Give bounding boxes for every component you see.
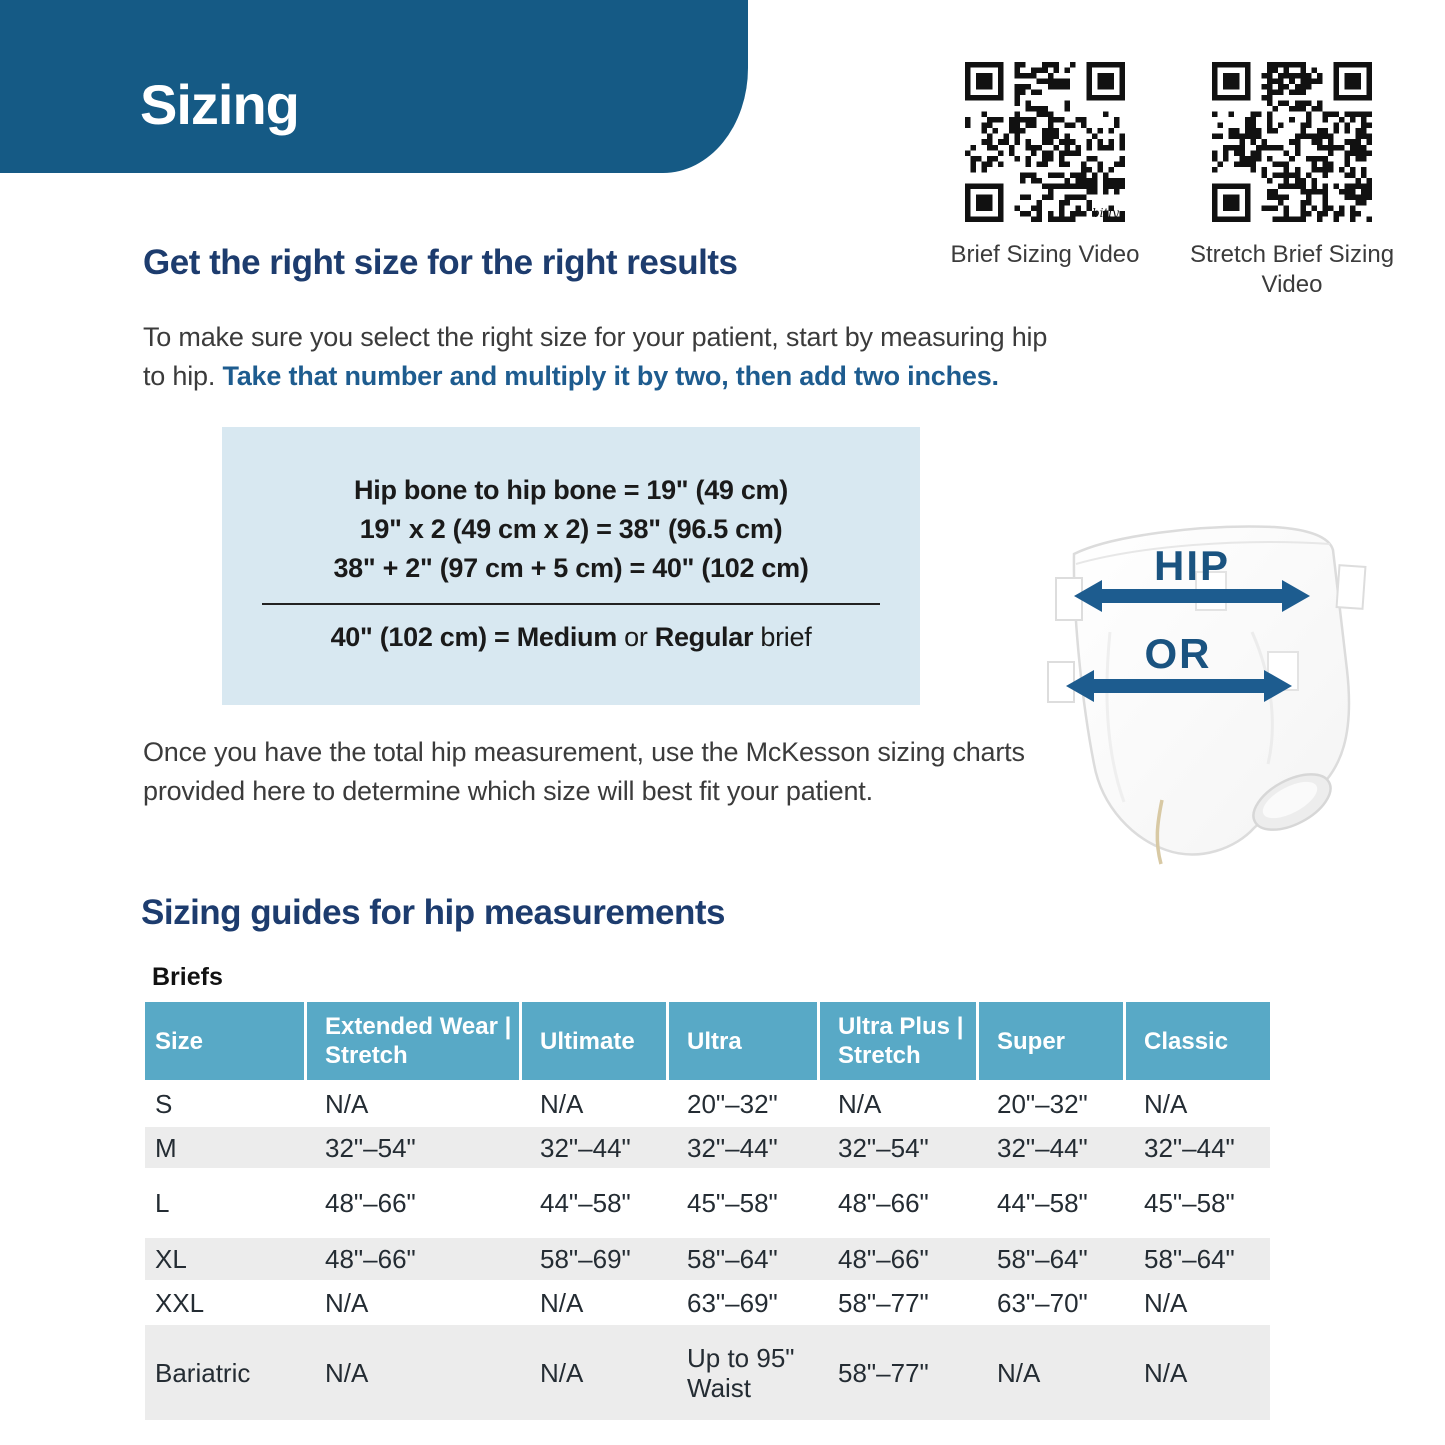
intro-text-regular: To make sure you select the right size for your patient, start by measuring hip to hip. <box>143 322 1048 391</box>
cell-value: 20"–32" <box>687 1088 778 1119</box>
cell-value: 44"–58" <box>540 1188 631 1218</box>
cell-value: 58"–64" <box>1144 1244 1235 1274</box>
cell-value: 32"–44" <box>1144 1132 1235 1163</box>
calc-line-2: 19" x 2 (49 cm x 2) = 38" (96.5 cm) <box>359 514 783 544</box>
title-banner <box>0 0 748 173</box>
result-suffix: brief <box>753 622 812 652</box>
result-or: or <box>616 622 655 652</box>
table-row-s <box>145 1080 1270 1127</box>
cell-value: 20"–32" <box>997 1088 1088 1119</box>
page-title: Sizing <box>140 73 299 136</box>
brief-measurement-diagram <box>1040 512 1440 877</box>
cell-value: 32"–44" <box>687 1132 778 1163</box>
cell-value: 58"–64" <box>687 1244 778 1274</box>
section-heading: Get the right size for the right results <box>143 243 738 282</box>
cell-value: 48"–66" <box>838 1244 929 1274</box>
cell-value: N/A <box>1144 1357 1188 1388</box>
table-row-l <box>145 1168 1270 1238</box>
cell-value: N/A <box>838 1088 882 1119</box>
cell-value: N/A <box>1144 1088 1188 1119</box>
column-header-ultimate: Ultimate <box>522 1002 669 1080</box>
column-header-classic: Classic <box>1144 1027 1229 1055</box>
cell-value: 48"–66" <box>325 1244 416 1274</box>
cell-size: M <box>155 1132 177 1163</box>
tape-tab <box>1056 578 1082 620</box>
divider-line <box>262 603 880 605</box>
calc-line-3: 38" + 2" (97 cm + 5 cm) = 40" (102 cm) <box>333 553 809 583</box>
cell-value: Up to 95" Waist <box>687 1342 795 1403</box>
intro-text-bold: Take that number and multiply it by two, then add two inches. <box>222 361 999 391</box>
qr2-caption: Stretch Brief Sizing Video <box>1189 241 1395 298</box>
cell-value: N/A <box>325 1287 369 1318</box>
briefs-sizing-table <box>145 1002 1270 1420</box>
cell-value: N/A <box>540 1357 584 1388</box>
column-header-ultra: Ultra <box>669 1002 820 1080</box>
calc-line-1: Hip bone to hip bone = 19" (49 cm) <box>354 475 788 505</box>
table-row-m <box>145 1127 1270 1168</box>
calc-result-line <box>222 622 920 653</box>
table-row-xxl <box>145 1280 1270 1325</box>
qr1-caption: Brief Sizing Video <box>950 241 1140 268</box>
table-row-bariatric <box>145 1325 1270 1420</box>
bitly-logo: bitly <box>1092 206 1119 220</box>
intro-paragraph <box>143 318 1048 396</box>
cell-value: 58"–64" <box>997 1244 1088 1274</box>
cell-value: 45"–58" <box>1144 1188 1235 1218</box>
column-header-super: Super <box>979 1002 1126 1080</box>
stretch-brief-sizing-qr-code <box>1212 62 1372 222</box>
cell-value: 32"–44" <box>997 1132 1088 1163</box>
measurement-example-box <box>222 427 920 705</box>
table-row-xl <box>145 1238 1270 1280</box>
cell-size: S <box>155 1088 173 1119</box>
cell-size: XL <box>155 1244 187 1274</box>
result-size-1: Medium <box>516 622 617 652</box>
cell-value: 44"–58" <box>997 1188 1088 1218</box>
column-header-size: Size <box>145 1002 307 1080</box>
cell-size: Bariatric <box>155 1357 251 1388</box>
cell-value: N/A <box>997 1357 1041 1388</box>
cell-value: 32"–54" <box>325 1132 416 1163</box>
table-subheading: Briefs <box>152 963 223 991</box>
result-prefix: 40" (102 cm) = <box>330 622 517 652</box>
cell-value: N/A <box>325 1088 369 1119</box>
table-header-row <box>145 1002 1270 1080</box>
cell-value: N/A <box>325 1357 369 1388</box>
cell-value: 48"–66" <box>325 1188 416 1218</box>
table-section-heading: Sizing guides for hip measurements <box>141 893 725 932</box>
result-size-2: Regular <box>654 622 754 652</box>
or-label: OR <box>1144 630 1212 677</box>
column-header-extended-wear-stretch: Extended Wear | Stretch <box>307 1002 522 1080</box>
cell-value: 48"–66" <box>838 1188 929 1218</box>
cell-value: 45"–58" <box>687 1188 778 1218</box>
cell-value: N/A <box>540 1287 584 1318</box>
cell-value: 63"–70" <box>997 1287 1088 1318</box>
tape-tab <box>1337 565 1366 609</box>
cell-value: N/A <box>540 1088 584 1119</box>
cell-size: L <box>155 1188 170 1218</box>
cell-value: 58"–77" <box>838 1287 929 1318</box>
cell-value: 32"–44" <box>540 1132 631 1163</box>
cell-value: 58"–69" <box>540 1244 631 1274</box>
cell-value: 58"–77" <box>838 1357 929 1388</box>
outro-paragraph: Once you have the total hip measurement, use the McKesson sizing charts provided here to determine which size will best fit your patient. <box>143 737 1025 806</box>
table-body <box>145 1080 1270 1420</box>
tape-tab <box>1048 662 1074 702</box>
brief-sizing-qr-code <box>965 62 1125 222</box>
cell-value: 63"–69" <box>687 1287 778 1318</box>
column-header-ultra-plus-stretch: Ultra Plus | Stretch <box>820 1002 979 1080</box>
cell-value: 32"–54" <box>838 1132 929 1163</box>
cell-value: N/A <box>1144 1287 1188 1318</box>
cell-size: XXL <box>155 1287 205 1318</box>
hip-label: HIP <box>1153 542 1231 589</box>
